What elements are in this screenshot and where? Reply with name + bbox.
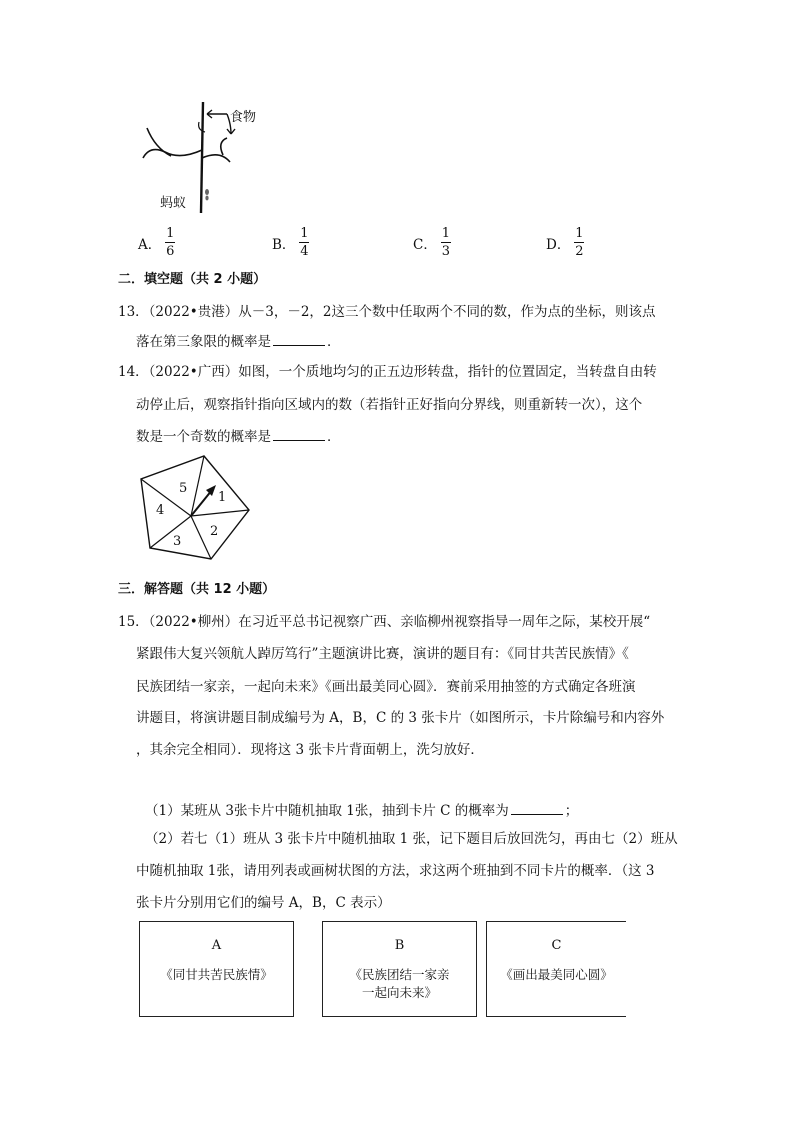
answer-blank — [273, 426, 325, 441]
spinner-number: 4 — [156, 503, 165, 518]
q15-sub2-line1: （2）若七（1）班从 3 张卡片中随机抽取 1 张，记下题目后放回洗匀，再由七（2）班从 — [145, 831, 678, 847]
fraction: $\frac{1}{4}$ — [300, 226, 309, 259]
q15-line5: ，其余完全相同）．现将这 3 张卡片背面朝上，洗匀放好． — [136, 742, 484, 758]
option-a: A． $\frac{1}{6}$ — [138, 226, 175, 259]
spinner-number: 1 — [218, 490, 227, 505]
option-d: D． $\frac{1}{2}$ — [546, 226, 584, 259]
option-c: C． $\frac{1}{3}$ — [413, 226, 450, 259]
spinner-number: 2 — [210, 524, 219, 539]
q13-line2: 落在第三象限的概率是 ． — [136, 331, 341, 352]
spinner-number: 3 — [173, 534, 182, 549]
card-text: 《民族团结一家亲 一起向未来》 — [349, 967, 450, 1000]
ant-label: 蚂蚁 — [160, 196, 187, 211]
card-a — [139, 921, 294, 1017]
q14-line1: 14．（2022•广西）如图，一个质地均匀的正五边形转盘，指针的位置固定，当转盘自由转 — [118, 364, 657, 380]
q15-line1: 15．（2022•柳州）在习近平总书记视察广西、亲临柳州视察指导一周年之际，某校开展“ — [118, 614, 651, 630]
card-b — [322, 921, 477, 1017]
q15-sub2-line3: 张卡片分别用它们的编号 A，B，C 表示） — [136, 895, 391, 911]
q15-line3: 民族团结一家亲，一起向未来》《画出最美同心圆》．赛前采用抽签的方式确定各班演 — [136, 679, 636, 695]
fraction: $\frac{1}{3}$ — [441, 226, 450, 259]
q15-line2: 紧跟伟大复兴领航人踔厉笃行”主题演讲比赛，演讲的题目有：《同甘共苦民族情》《 — [136, 646, 629, 662]
q15-sub2-line2: 中随机抽取 1张，请用列表或画树状图的方法，求这两个班抽到不同卡片的概率．（这 3 — [136, 863, 655, 879]
fraction: $\frac{1}{6}$ — [166, 226, 175, 259]
answer-blank — [511, 800, 563, 815]
q14-line3: 数是一个奇数的概率是 ． — [136, 426, 341, 447]
card-letter: C — [551, 938, 562, 953]
q15-sub1: （1）某班从 3张卡片中随机抽取 1张，抽到卡片 C 的概率为 ； — [145, 800, 578, 821]
fraction: $\frac{1}{2}$ — [575, 226, 584, 259]
card-letter: B — [394, 938, 405, 953]
section-title-fill-in: 二．填空题（共 2 小题） — [118, 272, 267, 287]
q14-line2: 动停止后，观察指针指向区域内的数（若指针正好指向分界线，则重新转一次），这个 — [136, 397, 643, 413]
card-c — [486, 921, 626, 1017]
spinner-number: 5 — [179, 481, 188, 496]
q13-line1: 13．（2022•贵港）从－3，－2，2这三个数中任取两个不同的数，作为点的坐标，则该点 — [118, 304, 656, 320]
pentagon-spinner — [136, 454, 256, 562]
q15-line4: 讲题目，将演讲题目制成编号为 A，B，C 的 3 张卡片（如图所示，卡片除编号和内容外 — [136, 710, 665, 726]
food-label: 食物 — [230, 110, 257, 125]
section-title-solve: 三．解答题（共 12 小题） — [118, 582, 276, 597]
card-letter: A — [211, 938, 222, 953]
card-text: 《同甘共苦民族情》 — [160, 967, 273, 982]
answer-blank — [273, 331, 325, 346]
card-text: 《画出最美同心圆》 — [500, 967, 613, 982]
option-b: B． $\frac{1}{4}$ — [272, 226, 309, 259]
